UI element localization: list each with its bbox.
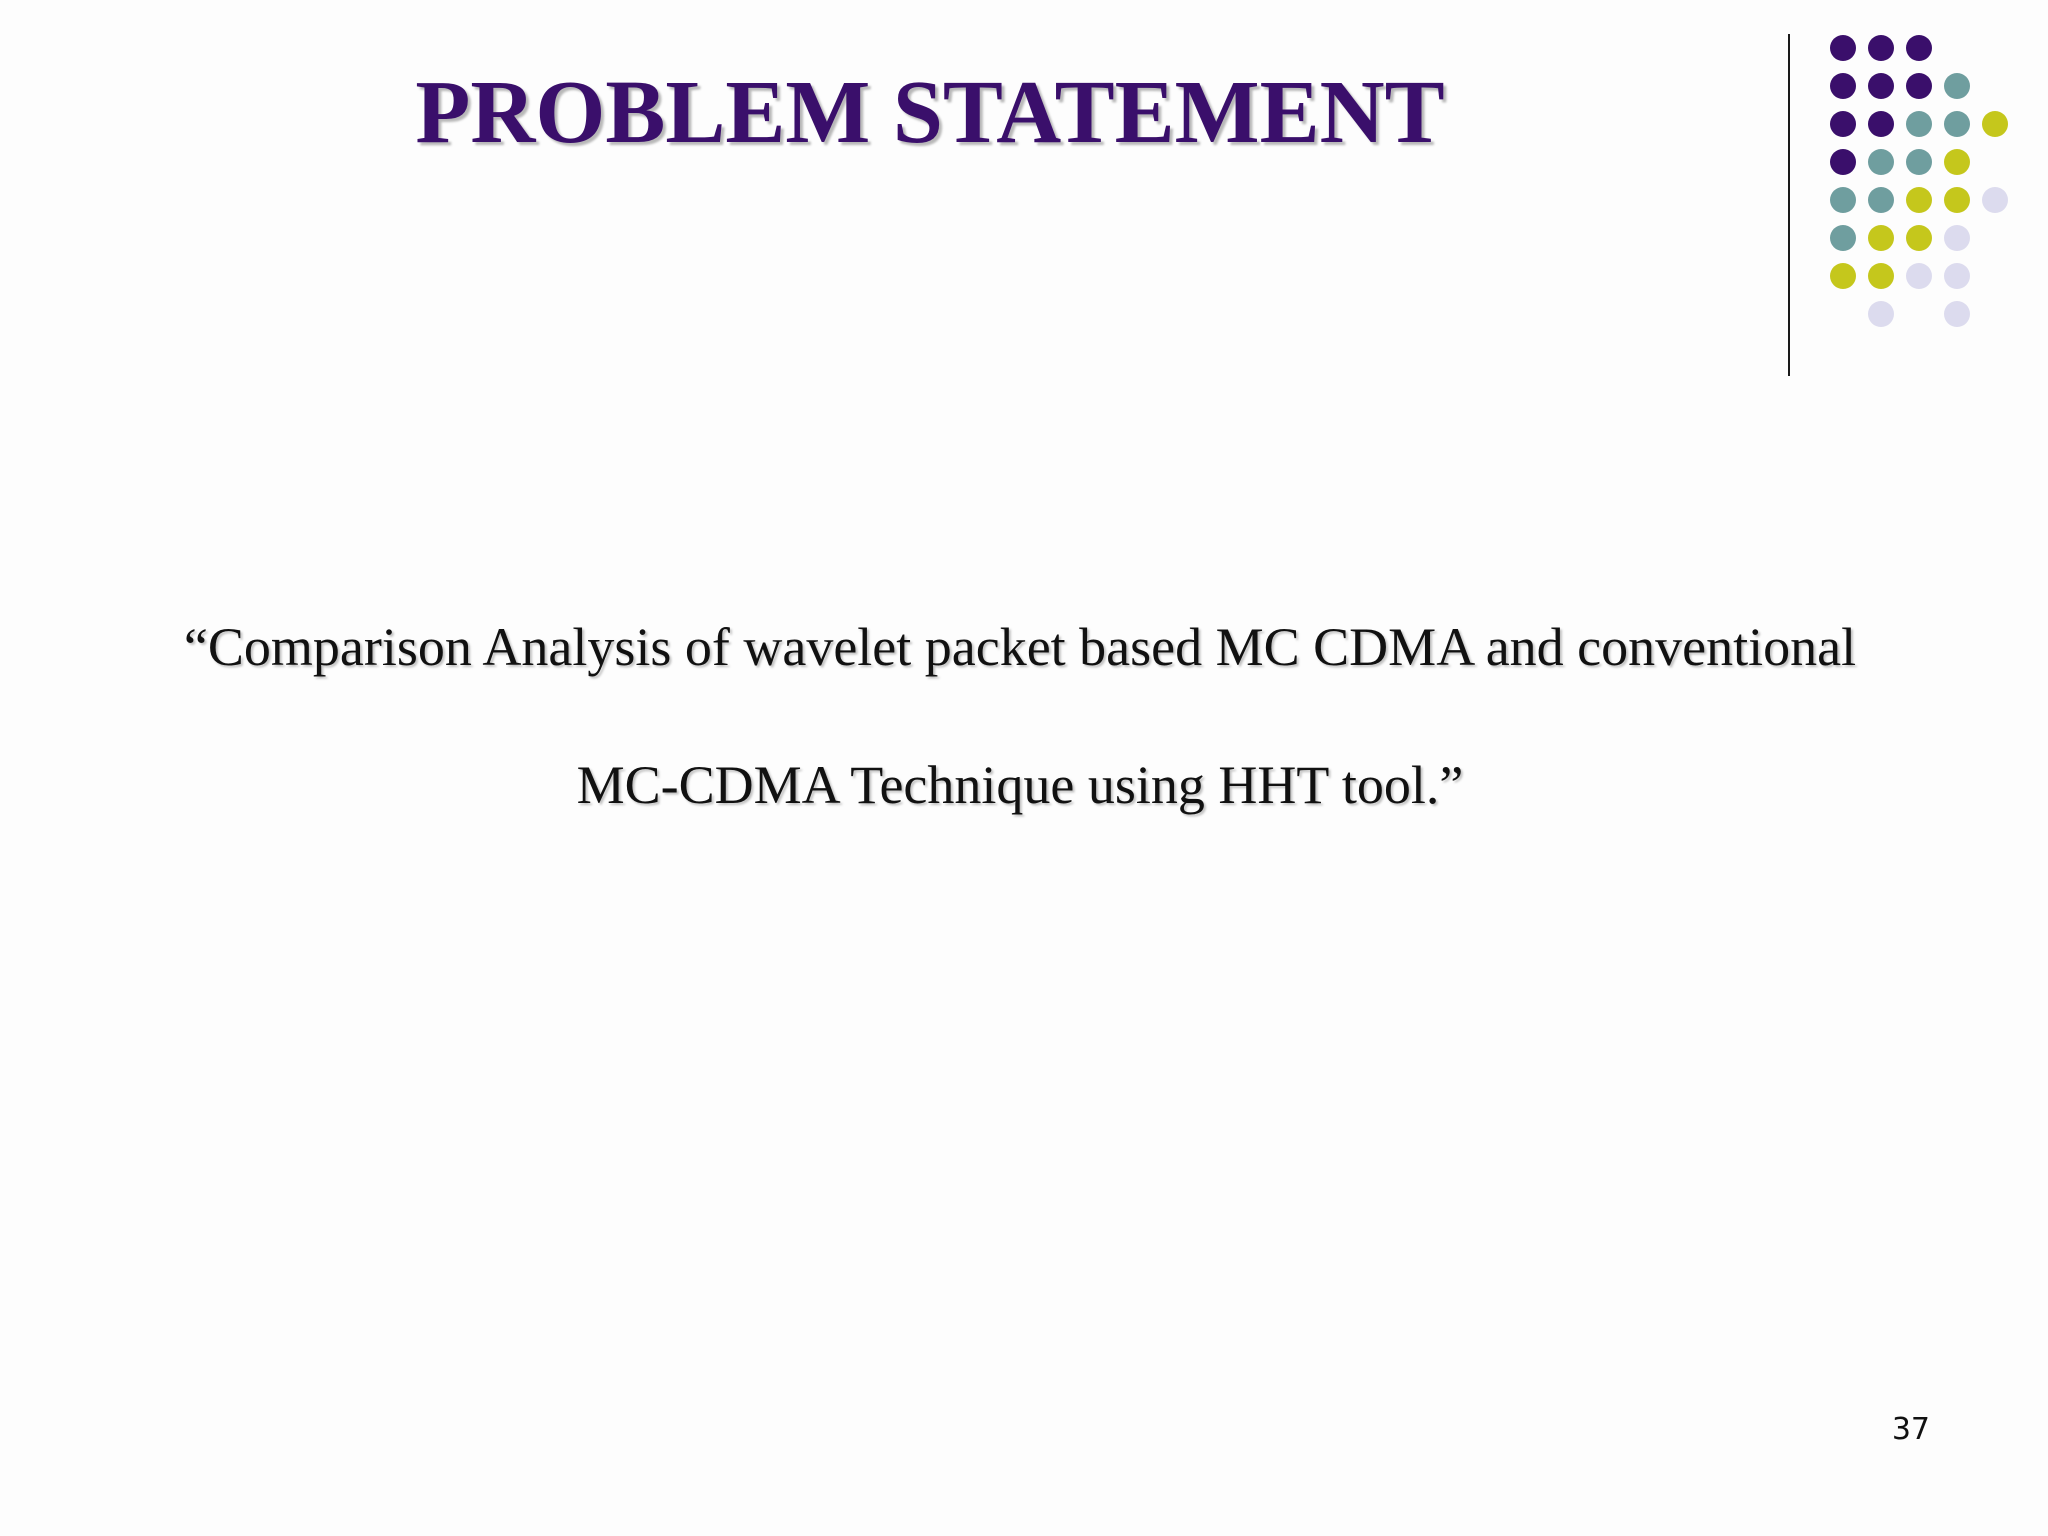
decorative-dot (1944, 149, 1970, 175)
decorative-dot (1944, 301, 1970, 327)
decorative-dot (1906, 35, 1932, 61)
decorative-dot (1830, 35, 1856, 61)
decorative-dot (1830, 73, 1856, 99)
decorative-dot (1906, 263, 1932, 289)
decorative-dot (1868, 187, 1894, 213)
decorative-dot (1906, 187, 1932, 213)
decorative-dot (1868, 35, 1894, 61)
decorative-dot (1906, 225, 1932, 251)
decorative-dot (1868, 225, 1894, 251)
decorative-dot (1830, 149, 1856, 175)
decorative-dot-grid (0, 0, 2048, 400)
decorative-dot (1944, 111, 1970, 137)
decorative-dot (1906, 73, 1932, 99)
problem-statement-line-1: “Comparison Analysis of wavelet packet based MC CDMA and conventional (183, 617, 1857, 677)
decorative-dot (1868, 301, 1894, 327)
decorative-dot (1906, 111, 1932, 137)
decorative-dot (1982, 187, 2008, 213)
decorative-dot (1868, 73, 1894, 99)
decorative-dot (1868, 149, 1894, 175)
decorative-dot (1830, 263, 1856, 289)
decorative-dot (1944, 225, 1970, 251)
decorative-dot (1830, 225, 1856, 251)
slide-title: PROBLEM STATEMENT (415, 63, 1445, 162)
decorative-dot (1868, 263, 1894, 289)
decorative-dot (1944, 263, 1970, 289)
decorative-dot (1906, 149, 1932, 175)
problem-statement-line-2: MC-CDMA Technique using HHT tool.” (576, 755, 1464, 815)
decorative-dot (1944, 187, 1970, 213)
decorative-dot (1982, 111, 2008, 137)
decorative-dot (1868, 111, 1894, 137)
decorative-dot (1944, 73, 1970, 99)
decorative-dot (1830, 111, 1856, 137)
page-number: 37 (1891, 1412, 1930, 1447)
decorative-dot (1830, 187, 1856, 213)
